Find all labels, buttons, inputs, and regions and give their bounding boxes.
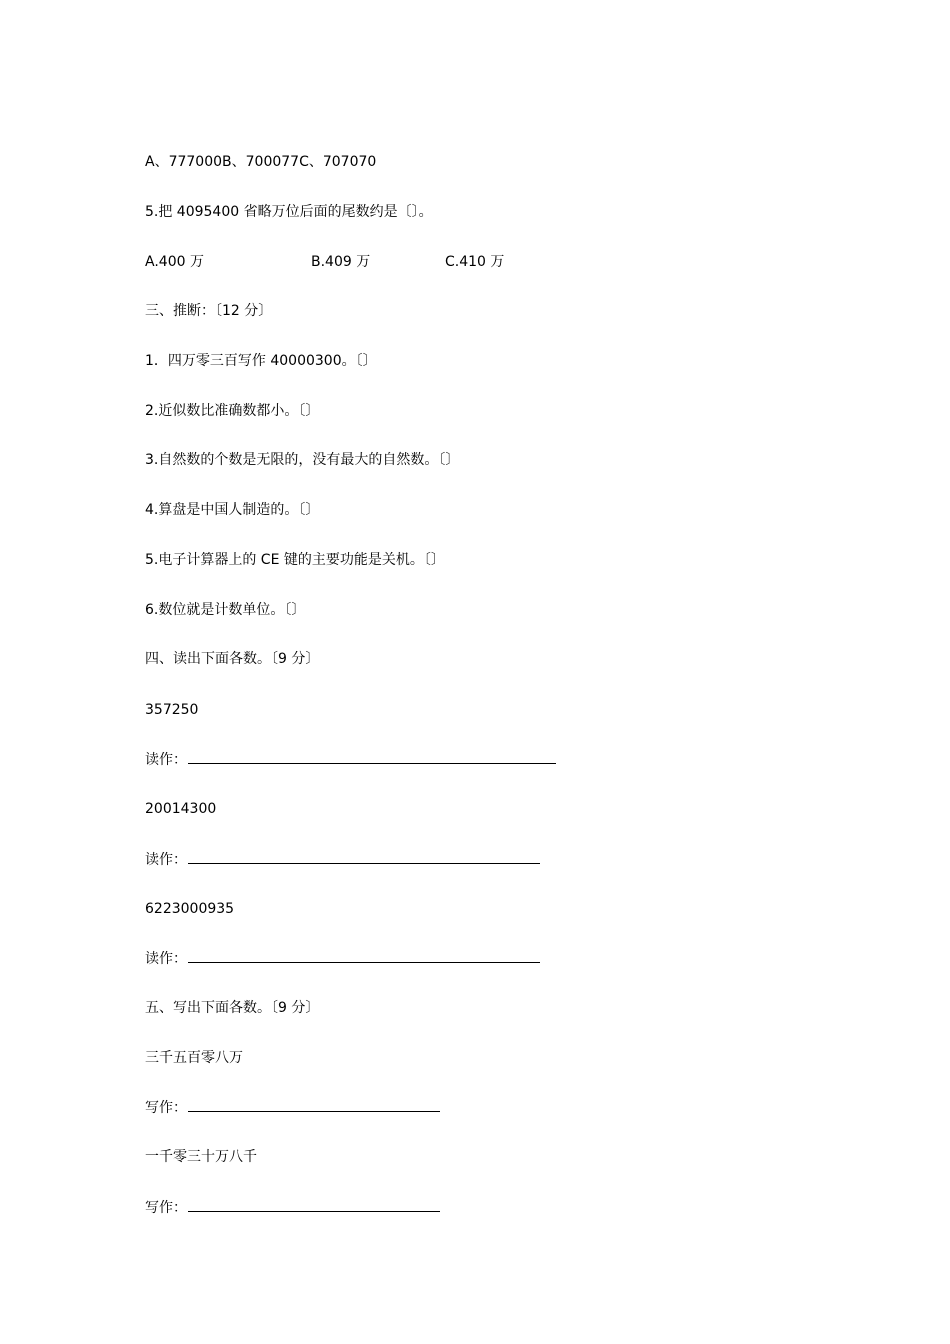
write-answer-1 — [145, 1097, 440, 1118]
question-5 — [145, 202, 433, 222]
choice-options-text: A、777000B、700077C、707070 — [145, 154, 377, 170]
judgement-item-text: 2.近似数比准确数都小。〔〕 — [145, 403, 320, 419]
section-heading-write — [145, 998, 319, 1018]
option-a: A.400 万 — [145, 254, 204, 270]
number-to-read-3 — [145, 899, 234, 919]
judgement-item-4 — [145, 500, 319, 520]
write-answer-2 — [145, 1197, 440, 1218]
judgement-item-2 — [145, 401, 319, 421]
judgement-item-5 — [145, 550, 445, 570]
option-b: B.409 万 — [311, 254, 371, 270]
question-5-text: 5.把 4095400 省略万位后面的尾数约是〔〕。 — [145, 204, 433, 220]
number-to-read-1 — [145, 700, 198, 720]
answer-blank-line[interactable] — [188, 849, 540, 864]
judgement-item-3 — [145, 450, 459, 470]
number-text: 6223000935 — [145, 901, 235, 917]
read-answer-1 — [145, 749, 556, 770]
judgement-item-text: 6.数位就是计数单位。〔〕 — [145, 602, 306, 618]
read-label: 读作： — [145, 951, 187, 967]
judgement-item-text: 5.电子计算器上的 CE 键的主要功能是关机。〔〕 — [145, 552, 445, 568]
section-heading-text: 三、推断：〔12 分〕 — [145, 303, 273, 319]
answer-blank-line[interactable] — [188, 948, 540, 963]
answer-blank-line[interactable] — [188, 749, 556, 764]
read-answer-3 — [145, 948, 540, 969]
number-text: 20014300 — [145, 801, 217, 817]
write-label: 写作： — [145, 1200, 187, 1216]
number-words-text: 一千零三十万八千 — [145, 1149, 257, 1165]
judgement-item-1 — [145, 351, 377, 371]
read-answer-2 — [145, 849, 540, 870]
judgement-item-text: 1．四万零三百写作 40000300。〔〕 — [145, 353, 377, 369]
number-to-write-2 — [145, 1147, 257, 1167]
section-heading-read — [145, 649, 319, 669]
number-to-read-2 — [145, 799, 216, 819]
number-text: 357250 — [145, 702, 199, 718]
judgement-item-6 — [145, 600, 305, 620]
section-heading-judgement — [145, 301, 272, 321]
number-to-write-1 — [145, 1048, 243, 1068]
judgement-item-text: 4.算盘是中国人制造的。〔〕 — [145, 502, 320, 518]
read-label: 读作： — [145, 852, 187, 868]
write-label: 写作： — [145, 1100, 187, 1116]
read-label: 读作： — [145, 752, 187, 768]
section-heading-text: 四、读出下面各数。〔9 分〕 — [145, 651, 320, 667]
number-words-text: 三千五百零八万 — [145, 1050, 243, 1066]
option-c: C.410 万 — [445, 254, 505, 270]
answer-blank-line[interactable] — [188, 1097, 440, 1112]
choice-options-q4 — [145, 152, 376, 172]
answer-blank-line[interactable] — [188, 1197, 440, 1212]
section-heading-text: 五、写出下面各数。〔9 分〕 — [145, 1000, 320, 1016]
judgement-item-text: 3.自然数的个数是无限的，没有最大的自然数。〔〕 — [145, 452, 460, 468]
